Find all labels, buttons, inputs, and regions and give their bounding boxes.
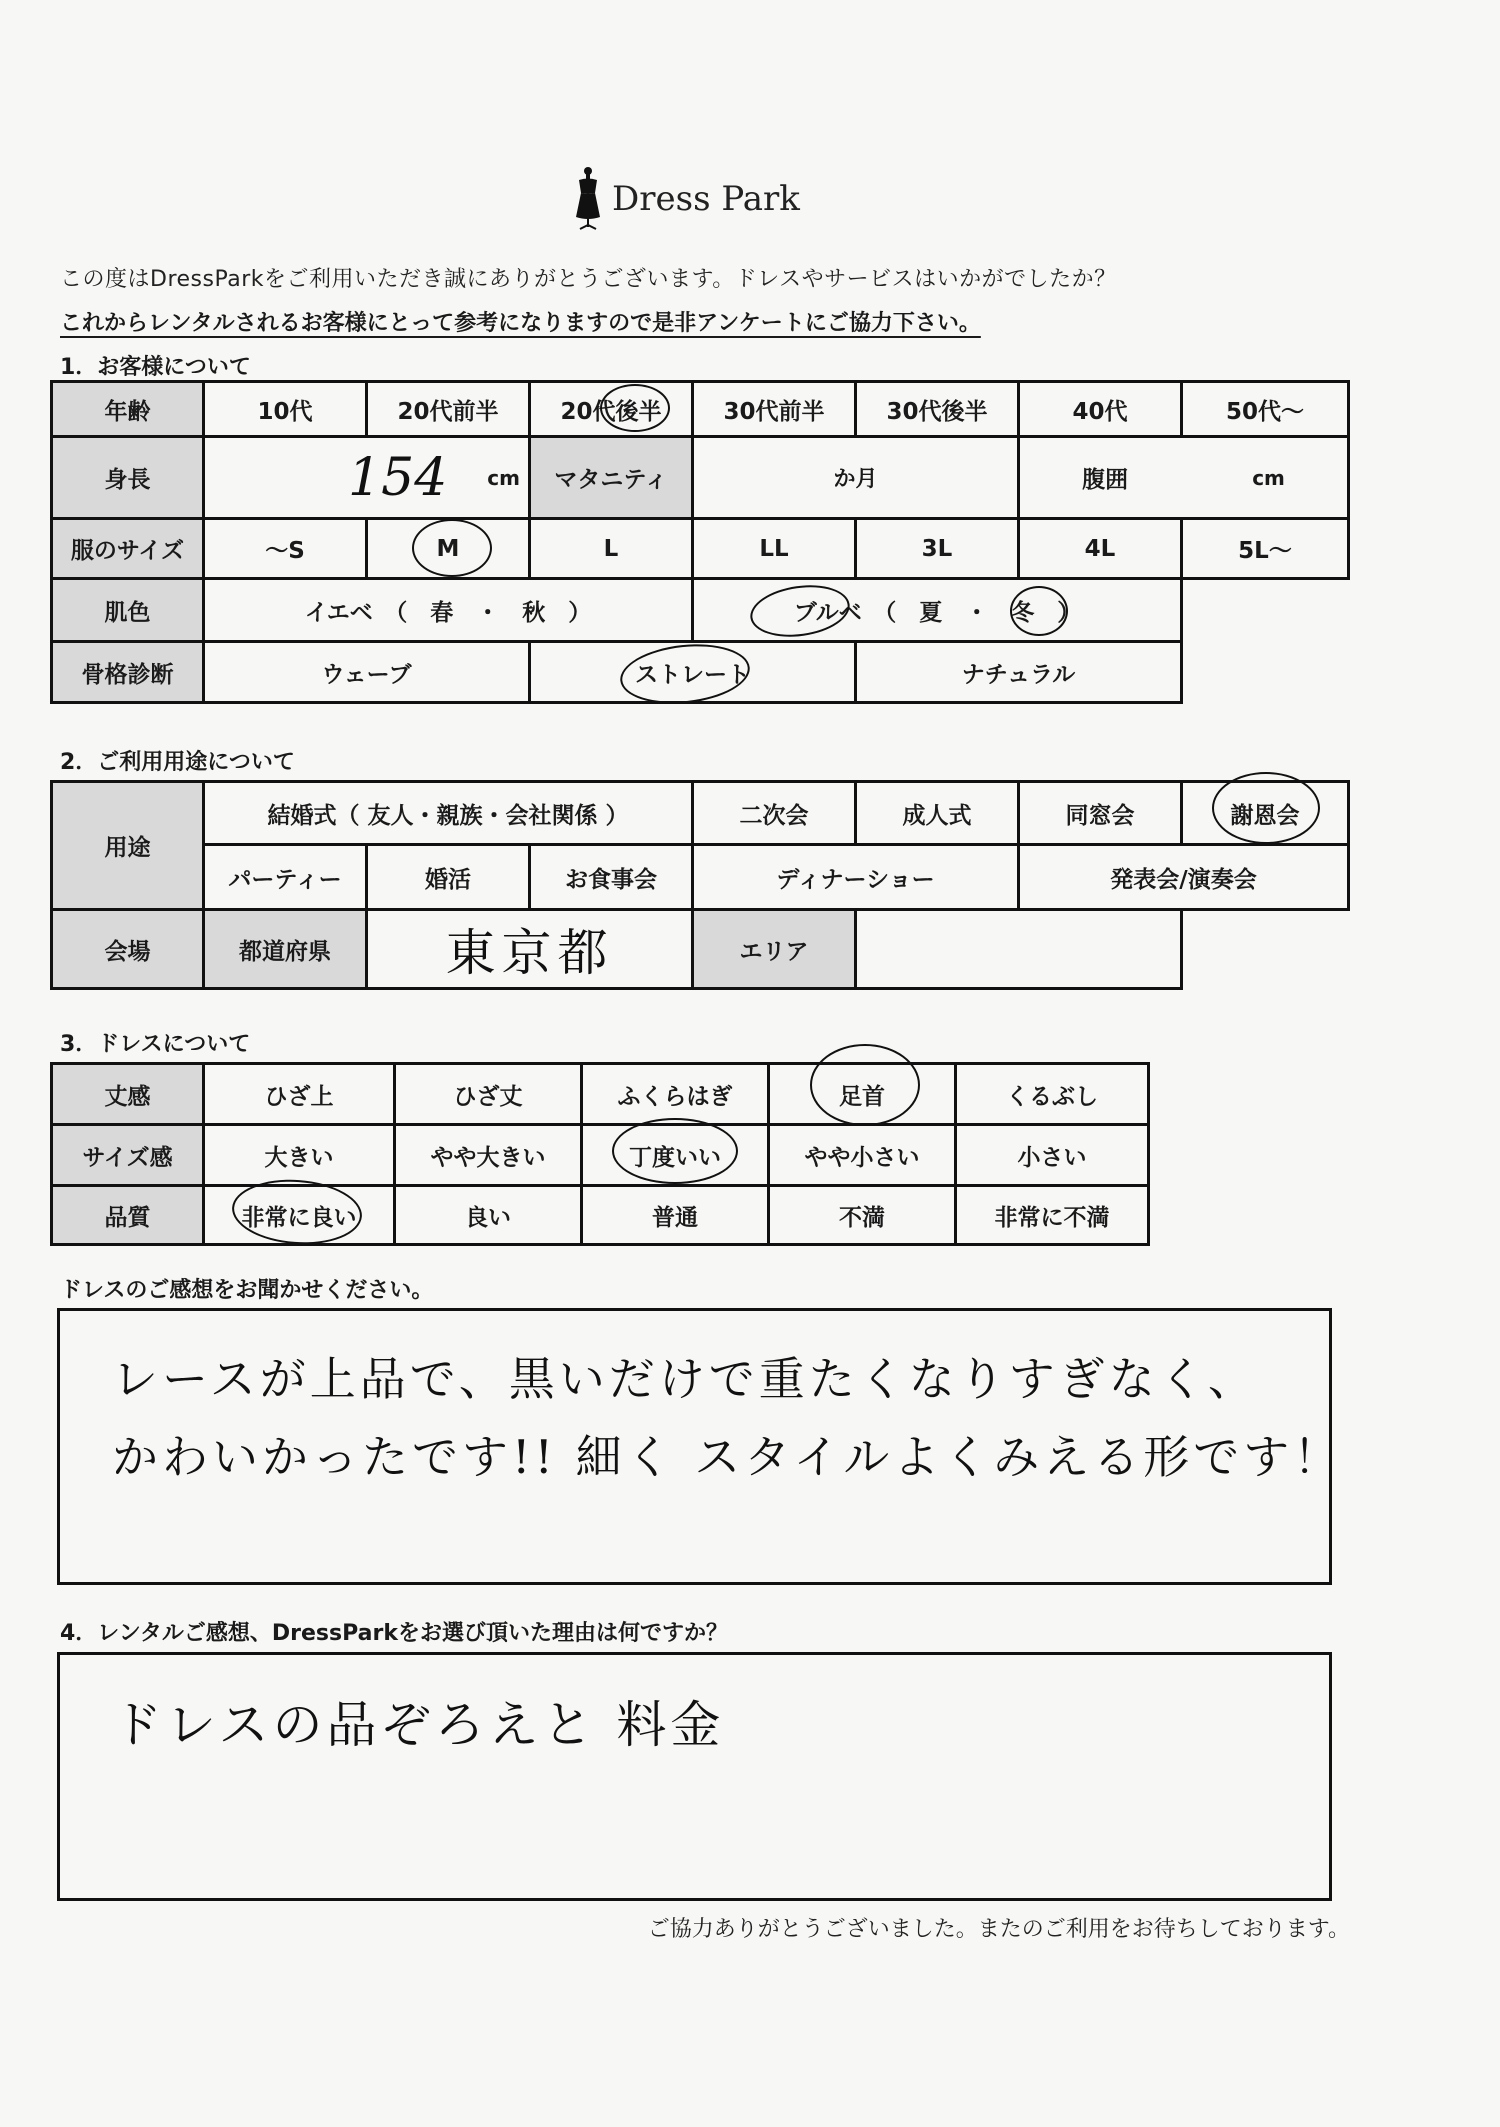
fit-option[interactable]: 丁度いい [580, 1123, 770, 1187]
dress-form-icon [570, 165, 606, 235]
age-option[interactable]: 20代前半 [365, 380, 531, 438]
selection-circle [1212, 772, 1320, 844]
frame-option[interactable]: ストレート [528, 640, 857, 704]
waist-label: 腹囲 [1082, 467, 1129, 493]
prefecture-field[interactable] [365, 908, 694, 990]
height-value: 154 [348, 447, 448, 508]
quality-option[interactable]: 非常に不満 [954, 1184, 1150, 1246]
purpose-option[interactable]: 二次会 [691, 780, 857, 846]
skin-blue[interactable]: ブルベ （ 夏 ・ 冬 ） [691, 577, 1183, 643]
skin-yellow[interactable]: イエベ （ 春 ・ 秋 ） [202, 577, 694, 643]
maternity-label: マタニティ [528, 435, 694, 520]
size-label: 服のサイズ [50, 517, 205, 580]
prefecture-value: 東京都 [445, 924, 614, 982]
fit-option[interactable]: やや小さい [767, 1123, 957, 1187]
age-option[interactable]: 50代～ [1180, 380, 1350, 438]
size-option[interactable]: ～S [202, 517, 368, 580]
age-option[interactable]: 10代 [202, 380, 368, 438]
size-option[interactable]: L [528, 517, 694, 580]
purpose-option[interactable]: ディナーショー [691, 843, 1020, 911]
quality-option[interactable]: 非常に良い [202, 1184, 396, 1246]
age-label: 年齢 [50, 380, 205, 438]
quality-option[interactable]: 不満 [767, 1184, 957, 1246]
quality-option[interactable]: 普通 [580, 1184, 770, 1246]
purpose-option[interactable]: 発表会/演奏会 [1017, 843, 1350, 911]
fit-option[interactable]: 小さい [954, 1123, 1150, 1187]
reason-box[interactable] [57, 1652, 1332, 1901]
intro-text: この度はDressParkをご利用いただき誠にありがとうございます。ドレスやサービスはいかがでしたか？ [60, 267, 1117, 292]
purpose-option[interactable]: 同窓会 [1017, 780, 1183, 846]
frame-label: 骨格診断 [50, 640, 205, 704]
section3-title: 3．ドレスについて [60, 1032, 251, 1057]
size-option[interactable]: LL [691, 517, 857, 580]
purpose-option[interactable]: 婚活 [365, 843, 531, 911]
frame-option[interactable]: ウェーブ [202, 640, 531, 704]
purpose-option[interactable]: パーティー [202, 843, 368, 911]
length-option[interactable]: 足首 [767, 1062, 957, 1126]
purpose-option[interactable]: 謝恩会 [1180, 780, 1350, 846]
fit-option[interactable]: 大きい [202, 1123, 396, 1187]
size-option[interactable]: 3L [854, 517, 1020, 580]
area-field[interactable] [854, 908, 1183, 990]
intro-bold-text: これからレンタルされるお客様にとって参考になりますので是非アンケートにご協力下さい。 [60, 311, 981, 336]
age-option[interactable]: 30代後半 [854, 380, 1020, 438]
quality-label: 品質 [50, 1184, 205, 1246]
length-option[interactable]: ふくらはぎ [580, 1062, 770, 1126]
length-option[interactable]: ひざ上 [202, 1062, 396, 1126]
section1-title: 1．お客様について [60, 355, 251, 380]
comment-label: ドレスのご感想をお聞かせください。 [60, 1278, 434, 1303]
venue-label: 会場 [50, 908, 205, 990]
height-unit: cm [487, 465, 520, 490]
selection-circle [810, 1044, 920, 1126]
months-label: か月 [833, 467, 878, 492]
height-value-cell[interactable] [202, 435, 531, 520]
reason-answer: ドレスの品ぞろえと 料金 [112, 1696, 725, 1754]
size-option[interactable]: 4L [1017, 517, 1183, 580]
comment-line-1: レースが上品で、黒いだけで重たくなりすぎなく、 [112, 1352, 1258, 1406]
prefecture-label: 都道府県 [202, 908, 368, 990]
selection-circle [612, 1118, 738, 1184]
selection-circle [1010, 586, 1068, 636]
footer-text: ご協力ありがとうございました。またのご利用をお待ちしております。 [647, 1917, 1350, 1942]
comment-box[interactable] [57, 1308, 1344, 1585]
purpose-label: 用途 [50, 780, 205, 911]
skin-label: 肌色 [50, 577, 205, 643]
months-cell[interactable] [691, 435, 1020, 520]
area-label: エリア [691, 908, 857, 990]
section2-title: 2．ご利用用途について [60, 750, 295, 775]
waist-cell[interactable] [1017, 435, 1350, 520]
size-option[interactable]: 5L～ [1180, 517, 1350, 580]
age-option[interactable]: 20代後半 [528, 380, 694, 438]
fit-option[interactable]: やや大きい [393, 1123, 583, 1187]
waist-unit: cm [1252, 465, 1285, 490]
logo-text: Dress Park [612, 179, 800, 219]
age-option[interactable]: 40代 [1017, 380, 1183, 438]
quality-option[interactable]: 良い [393, 1184, 583, 1246]
size-option[interactable]: M [365, 517, 531, 580]
comment-line-2: かわいかったです!! 細く スタイルよくみえる形です！ [112, 1430, 1344, 1484]
selection-circle [600, 384, 670, 432]
length-option[interactable]: ひざ丈 [393, 1062, 583, 1126]
purpose-option[interactable]: 成人式 [854, 780, 1020, 846]
height-label: 身長 [50, 435, 205, 520]
selection-circle [412, 519, 492, 577]
length-label: 丈感 [50, 1062, 205, 1126]
section4-title: 4．レンタルご感想、DressParkをお選び頂いた理由は何ですか？ [60, 1621, 728, 1646]
age-option[interactable]: 30代前半 [691, 380, 857, 438]
purpose-option[interactable]: 結婚式（ 友人・親族・会社関係 ） [202, 780, 694, 846]
frame-option[interactable]: ナチュラル [854, 640, 1183, 704]
length-option[interactable]: くるぶし [954, 1062, 1150, 1126]
dresspark-logo [570, 165, 810, 235]
purpose-option[interactable]: お食事会 [528, 843, 694, 911]
fit-label: サイズ感 [50, 1123, 205, 1187]
